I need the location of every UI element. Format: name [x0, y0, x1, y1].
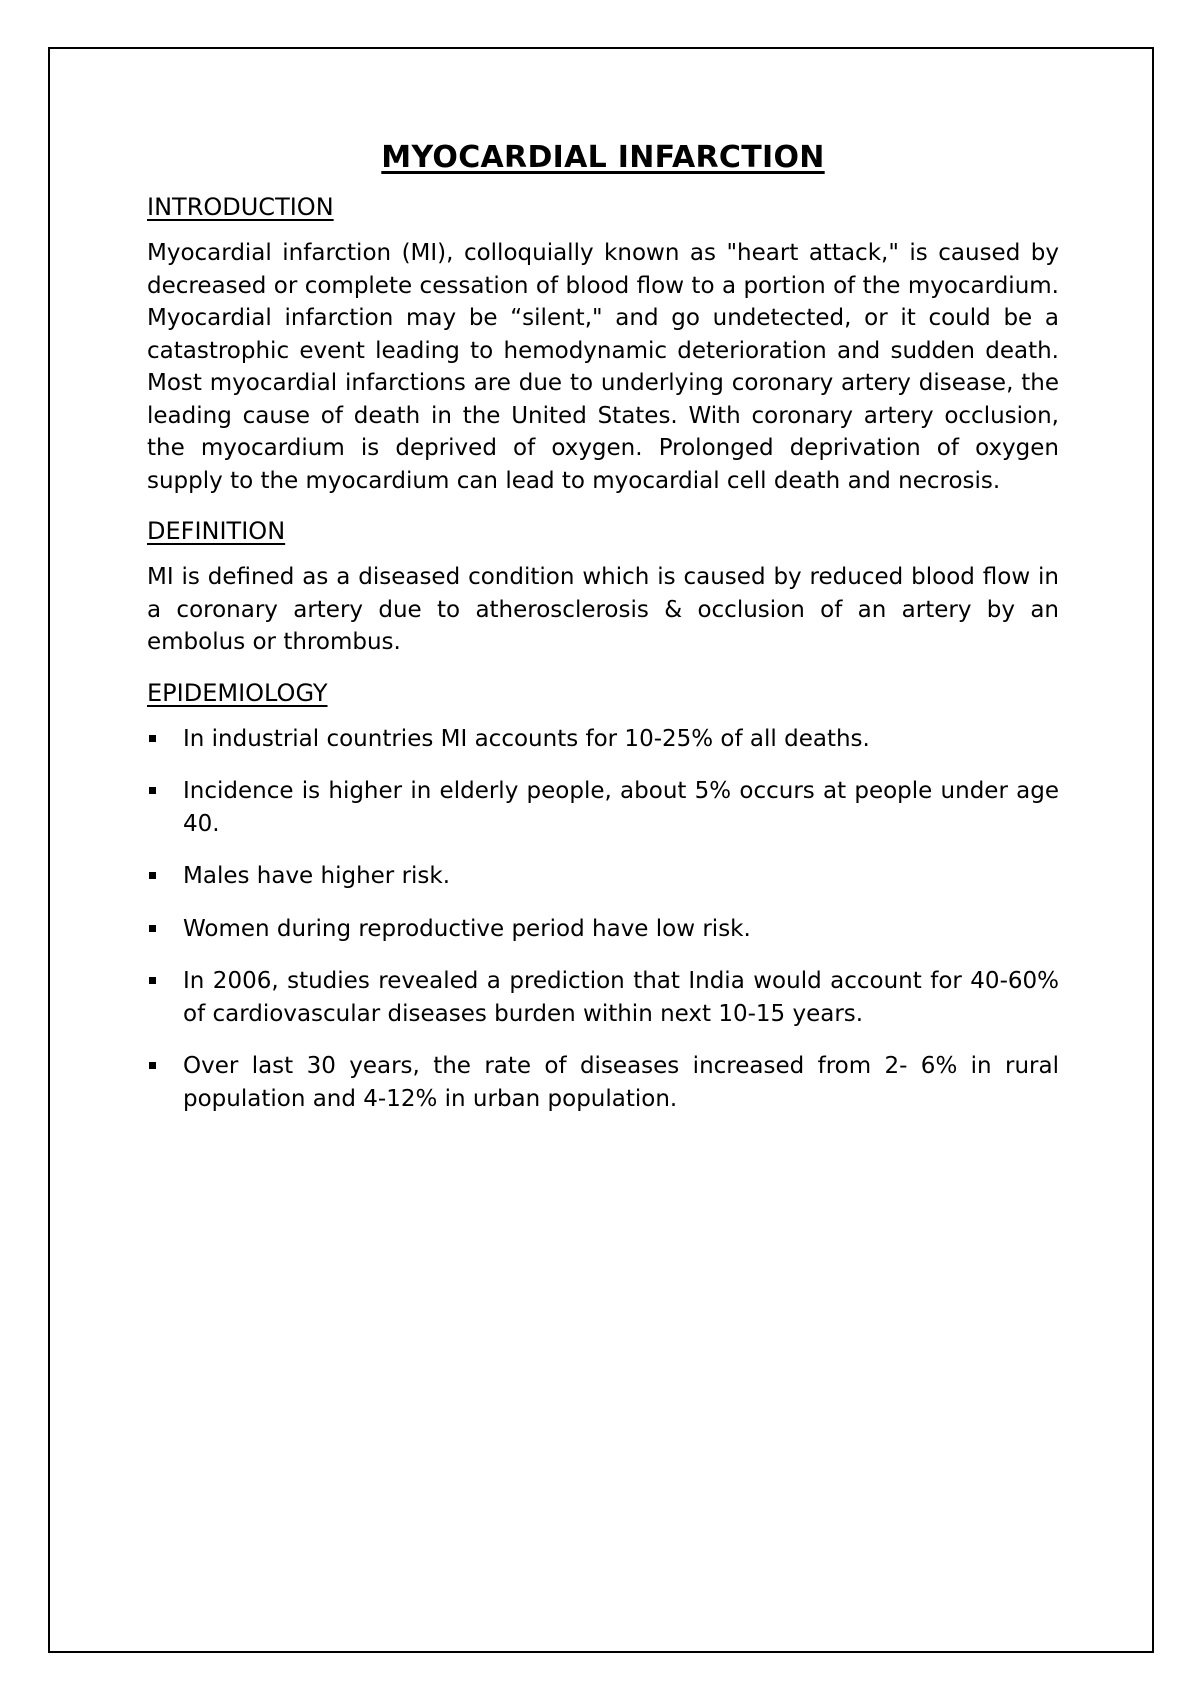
bullet-square-icon — [149, 977, 156, 984]
list-item-text: Males have higher risk. — [183, 863, 451, 889]
list-item-text: Over last 30 years, the rate of diseases increased from 2- 6% in rural population and 4-12% in urban population. — [183, 1053, 1059, 1112]
list-item-text: In 2006, studies revealed a prediction that India would account for 40-60% of cardiovascular diseases burden within next 10-15 years. — [183, 968, 1059, 1027]
list-item-text: In industrial countries MI accounts for 10-25% of all deaths. — [183, 725, 870, 752]
bullet-square-icon — [149, 872, 156, 879]
epidemiology-list — [147, 723, 1059, 1116]
definition-paragraph: MI is defined as a diseased condition which is caused by reduced blood flow in a coronary artery due to atherosclerosis & occlusion of an artery by an embolus or thrombus. — [147, 564, 1059, 655]
list-item — [147, 860, 1059, 893]
epidemiology-heading: EPIDEMIOLOGY — [147, 678, 328, 707]
list-item — [147, 723, 1059, 756]
list-item — [147, 965, 1059, 1030]
list-item-text: Incidence is higher in elderly people, about 5% occurs at people under age 40. — [183, 778, 1059, 837]
definition-heading: DEFINITION — [147, 517, 286, 545]
bullet-square-icon — [149, 1062, 156, 1069]
introduction-paragraph: Myocardial infarction (MI), colloquially known as "heart attack," is caused by decreased or complete cessation of blood flow to a portion of the myocardium. Myocardial infarction may be “silent," and go undetected, or it could be a catastrophic event leading to hemodynamic deterioration and sudden death. Most myocardial infarctions are due to underlying coronary artery disease, the leading cause of death in the United States. With coronary artery occlusion, the myocardium is deprived of oxygen. Prolonged deprivation of oxygen supply to the myocardium can lead to myocardial cell death and necrosis. — [147, 240, 1059, 494]
document-body — [147, 140, 1059, 1135]
bullet-square-icon — [149, 735, 156, 742]
bullet-square-icon — [149, 787, 156, 794]
list-item — [147, 913, 1059, 946]
bullet-square-icon — [149, 925, 156, 932]
list-item — [147, 1050, 1059, 1115]
page-title: MYOCARDIAL INFARCTION — [381, 140, 825, 175]
list-item — [147, 775, 1059, 840]
list-item-text: Women during reproductive period have low risk. — [183, 915, 751, 942]
introduction-heading: INTRODUCTION — [147, 193, 334, 221]
